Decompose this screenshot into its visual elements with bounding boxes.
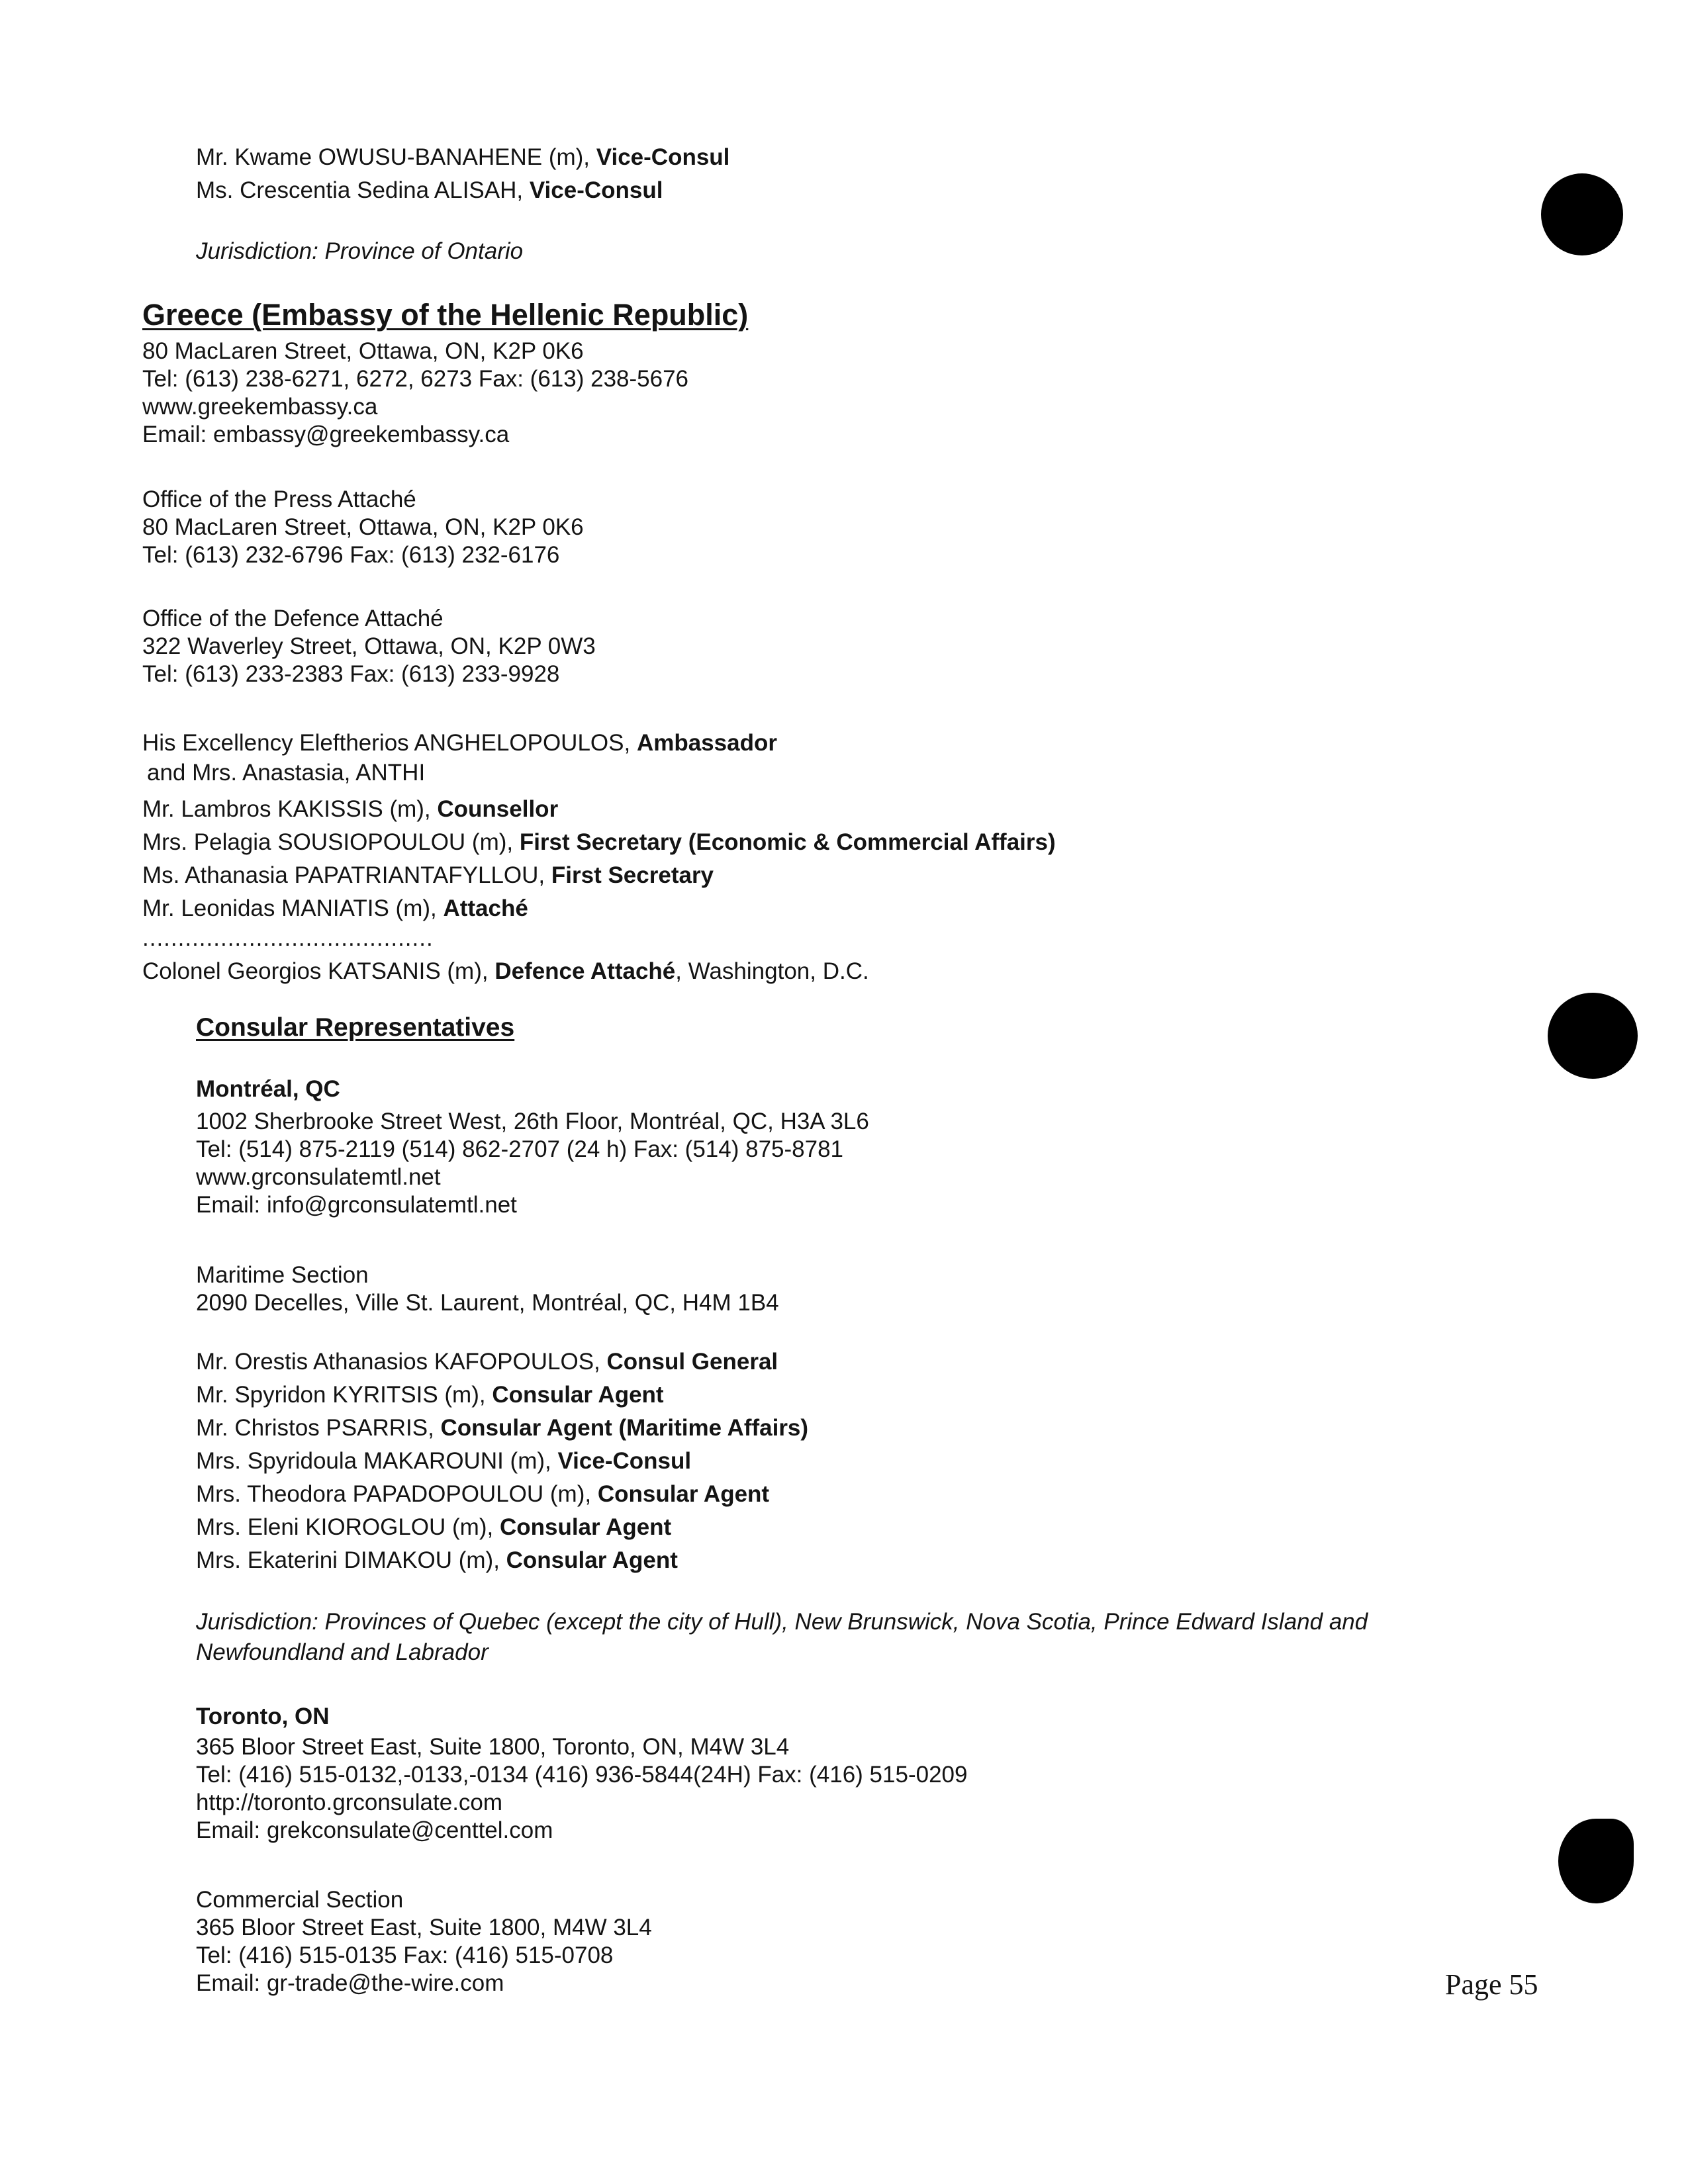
punch-hole-top: [1541, 173, 1623, 255]
staff-line: Mr. Lambros KAKISSIS (m), Counsellor: [142, 796, 559, 822]
staff-line: Mrs. Spyridoula MAKAROUNI (m), Vice-Consul: [196, 1448, 692, 1474]
staff-line: Mrs. Ekaterini DIMAKOU (m), Consular Agent: [196, 1547, 678, 1573]
embassy-web: www.greekembassy.ca: [142, 394, 378, 420]
consulate-web: http://toronto.grconsulate.com: [196, 1790, 503, 1815]
staff-line-spouse: and Mrs. Anastasia, ANTHI: [147, 760, 426, 786]
punch-hole-middle: [1548, 993, 1638, 1079]
commercial-email: Email: gr-trade@the-wire.com: [196, 1970, 504, 1996]
consulate-address: 1002 Sherbrooke Street West, 26th Floor, Montréal, QC, H3A 3L6: [196, 1109, 869, 1134]
page-number: Page 55: [1445, 1968, 1538, 2001]
staff-line: Mr. Leonidas MANIATIS (m), Attaché: [142, 895, 528, 921]
consulate-web: www.grconsulatemtl.net: [196, 1164, 441, 1190]
embassy-tel: Tel: (613) 238-6271, 6272, 6273 Fax: (613) 238-5676: [142, 366, 689, 392]
commercial-tel: Tel: (416) 515-0135 Fax: (416) 515-0708: [196, 1942, 614, 1968]
dotted-separator: .........................................: [142, 925, 434, 951]
jurisdiction-note: Jurisdiction: Province of Ontario: [196, 238, 524, 264]
consulate-city: Montréal, QC: [196, 1076, 340, 1102]
section-heading-embassy: Greece (Embassy of the Hellenic Republic): [142, 298, 749, 332]
staff-line-ambassador: His Excellency Eleftherios ANGHELOPOULOS, Ambassador: [142, 730, 777, 756]
staff-line: Mr. Kwame OWUSU-BANAHENE (m), Vice-Consul: [196, 144, 730, 170]
staff-line-defence: Colonel Georgios KATSANIS (m), Defence Attaché, Washington, D.C.: [142, 958, 869, 984]
staff-line: Ms. Crescentia Sedina ALISAH, Vice-Consul: [196, 177, 663, 203]
press-office-tel: Tel: (613) 232-6796 Fax: (613) 232-6176: [142, 542, 560, 568]
defence-office-tel: Tel: (613) 233-2383 Fax: (613) 233-9928: [142, 661, 560, 687]
maritime-address: 2090 Decelles, Ville St. Laurent, Montréal, QC, H4M 1B4: [196, 1290, 779, 1316]
jurisdiction-note-cont: Newfoundland and Labrador: [196, 1639, 489, 1665]
maritime-title: Maritime Section: [196, 1262, 369, 1288]
section-heading-consular: Consular Representatives: [196, 1013, 515, 1042]
commercial-address: 365 Bloor Street East, Suite 1800, M4W 3L4: [196, 1915, 652, 1940]
staff-line: Mrs. Theodora PAPADOPOULOU (m), Consular Agent: [196, 1481, 770, 1507]
press-office-title: Office of the Press Attaché: [142, 486, 416, 512]
staff-line: Mrs. Pelagia SOUSIOPOULOU (m), First Secretary (Economic & Commercial Affairs): [142, 829, 1056, 855]
defence-office-address: 322 Waverley Street, Ottawa, ON, K2P 0W3: [142, 633, 596, 659]
press-office-address: 80 MacLaren Street, Ottawa, ON, K2P 0K6: [142, 514, 584, 540]
staff-line: Ms. Athanasia PAPATRIANTAFYLLOU, First Secretary: [142, 862, 714, 888]
consulate-tel: Tel: (416) 515-0132,-0133,-0134 (416) 936-5844(24H) Fax: (416) 515-0209: [196, 1762, 968, 1788]
defence-office-title: Office of the Defence Attaché: [142, 606, 444, 631]
jurisdiction-note: Jurisdiction: Provinces of Quebec (except the city of Hull), New Brunswick, Nova Scotia, Prince Edward Island and: [196, 1609, 1368, 1635]
staff-line: Mrs. Eleni KIOROGLOU (m), Consular Agent: [196, 1514, 672, 1540]
consulate-tel: Tel: (514) 875-2119 (514) 862-2707 (24 h) Fax: (514) 875-8781: [196, 1136, 844, 1162]
embassy-address: 80 MacLaren Street, Ottawa, ON, K2P 0K6: [142, 338, 584, 364]
punch-hole-bottom: [1558, 1819, 1634, 1903]
consulate-email: Email: info@grconsulatemtl.net: [196, 1192, 517, 1218]
staff-line: Mr. Spyridon KYRITSIS (m), Consular Agent: [196, 1382, 664, 1408]
staff-line: Mr. Christos PSARRIS, Consular Agent (Maritime Affairs): [196, 1415, 809, 1441]
embassy-email: Email: embassy@greekembassy.ca: [142, 422, 510, 447]
consulate-email: Email: grekconsulate@centtel.com: [196, 1817, 553, 1843]
consulate-city: Toronto, ON: [196, 1704, 330, 1729]
commercial-title: Commercial Section: [196, 1887, 404, 1913]
consulate-address: 365 Bloor Street East, Suite 1800, Toronto, ON, M4W 3L4: [196, 1734, 790, 1760]
staff-line: Mr. Orestis Athanasios KAFOPOULOS, Consul General: [196, 1349, 778, 1375]
